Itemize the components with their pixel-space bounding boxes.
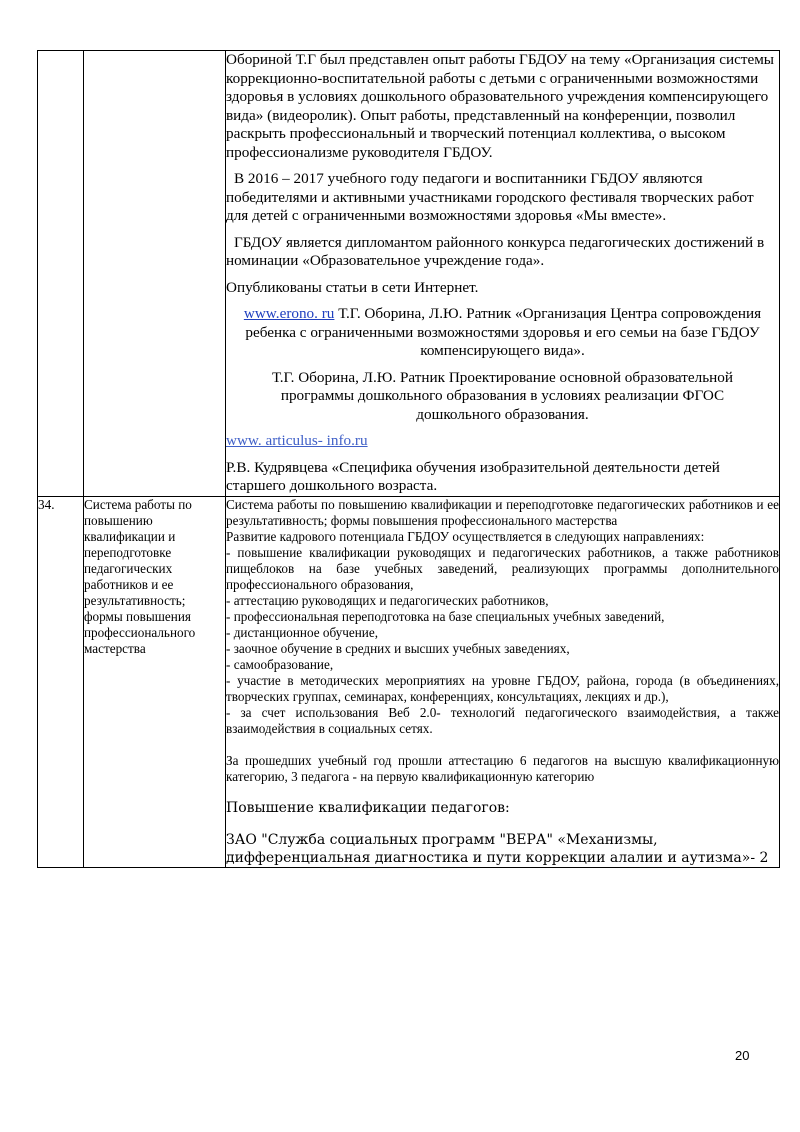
paragraph-diploma: ГБДОУ является дипломантом районного конкурса педагогических достижений в номинации «Образовательное учреждение года». bbox=[226, 233, 765, 269]
publication-1 bbox=[226, 305, 779, 361]
publication-2: Т.Г. Оборина, Л.Ю. Ратник Проектирование основной образовательной программы дошкольного образования в условиях реализации ФГОС дошкольного образования. bbox=[271, 368, 734, 423]
list-item: - за счет использования Веб 2.0- технологий педагогического взаимодействия, а также взаимодействия в социальных сетях. bbox=[226, 704, 779, 736]
publication-1-text: Т.Г. Оборина, Л.Ю. Ратник «Организация Центра сопровождения ребенка с ограниченными возможностями здоровья и его семьи на базе ГБДОУ компенсирующего вида». bbox=[245, 305, 762, 359]
document-table bbox=[37, 50, 780, 868]
paragraph-publications: Опубликованы статьи в сети Интернет. bbox=[226, 278, 479, 296]
articulus-paragraph bbox=[226, 432, 779, 451]
articulus-link[interactable]: www. articulus- info.ru bbox=[226, 432, 368, 449]
qualification-heading: Повышение квалификации педагогов: bbox=[226, 799, 510, 816]
qualification-item: ЗАО "Служба социальных программ "ВЕРА" «Механизмы, дифференциальная диагностика и пути коррекции алалии и аутизма»- 2 bbox=[226, 831, 769, 866]
list-item: - профессиональная переподготовка на базе специальных учебных заведений, bbox=[226, 608, 665, 624]
table-row bbox=[38, 51, 780, 497]
paragraph-festival: В 2016 – 2017 учебного году педагоги и воспитанники ГБДОУ являются победителями и активными участниками городского фестиваля творческих работ для детей с ограниченными возможностями здоровья «Мы вместе». bbox=[226, 170, 754, 224]
paragraph-experience: Обориной Т.Г был представлен опыт работы ГБДОУ на тему «Организация системы коррекционно-воспитательной работы с детьми с ограниченными возможностями здоровья в условиях дошкольного образовательного учреждения компенсирующего вида» (видеоролик). Опыт работы, представленный на конференции, позволил раскрыть профессиональный и творческий потенциал коллектива, о высоком профессионализме руководителя ГБДОУ. bbox=[226, 51, 775, 161]
attestation-text: За прошедших учебный год прошли аттестацию 6 педагогов на высшую квалификационную категорию, 3 педагога - на первую квалификационную категорию bbox=[226, 752, 779, 784]
row-content-cell bbox=[226, 496, 780, 867]
page-number: 20 bbox=[735, 1048, 750, 1063]
list-item: - заочное обучение в средних и высших учебных заведениях, bbox=[226, 640, 570, 656]
row-number-cell bbox=[38, 51, 84, 497]
row-label-cell bbox=[84, 51, 226, 497]
list-item: - дистанционное обучение, bbox=[226, 624, 379, 640]
intro-text: Развитие кадрового потенциала ГБДОУ осуществляется в следующих направлениях: bbox=[226, 528, 705, 544]
table-row bbox=[38, 496, 780, 867]
list-item: - аттестацию руководящих и педагогических работников, bbox=[226, 592, 549, 608]
list-item: - участие в методических мероприятиях на уровне ГБДОУ, района, города (в объединениях, творческих группах, семинарах, конференциях, консультациях, лекциях и др.), bbox=[226, 672, 779, 704]
paragraph-kudryavtseva: Р.В. Кудрявцева «Специфика обучения изобразительной деятельности детей старшего дошкольного возраста. bbox=[226, 458, 720, 494]
row-content-cell bbox=[226, 51, 780, 497]
list-item: - самообразование, bbox=[226, 656, 334, 672]
row-label-cell: Система работы по повышению квалификации и переподготовке педагогических работников и ее результативность; формы повышения профессионального мастерства bbox=[84, 496, 226, 867]
row-number-cell: 34. bbox=[38, 496, 84, 867]
list-item: - повышение квалификации руководящих и педагогических работников, а также работников пищеблоков на базе учебных заведений, реализующих программы дополнительного профессионального образования, bbox=[226, 544, 779, 592]
erono-link[interactable]: www.erono. ru bbox=[243, 305, 335, 322]
section-heading: Система работы по повышению квалификации и переподготовке педагогических работников и ее результативность; формы повышения профессионального мастерства bbox=[226, 496, 779, 528]
